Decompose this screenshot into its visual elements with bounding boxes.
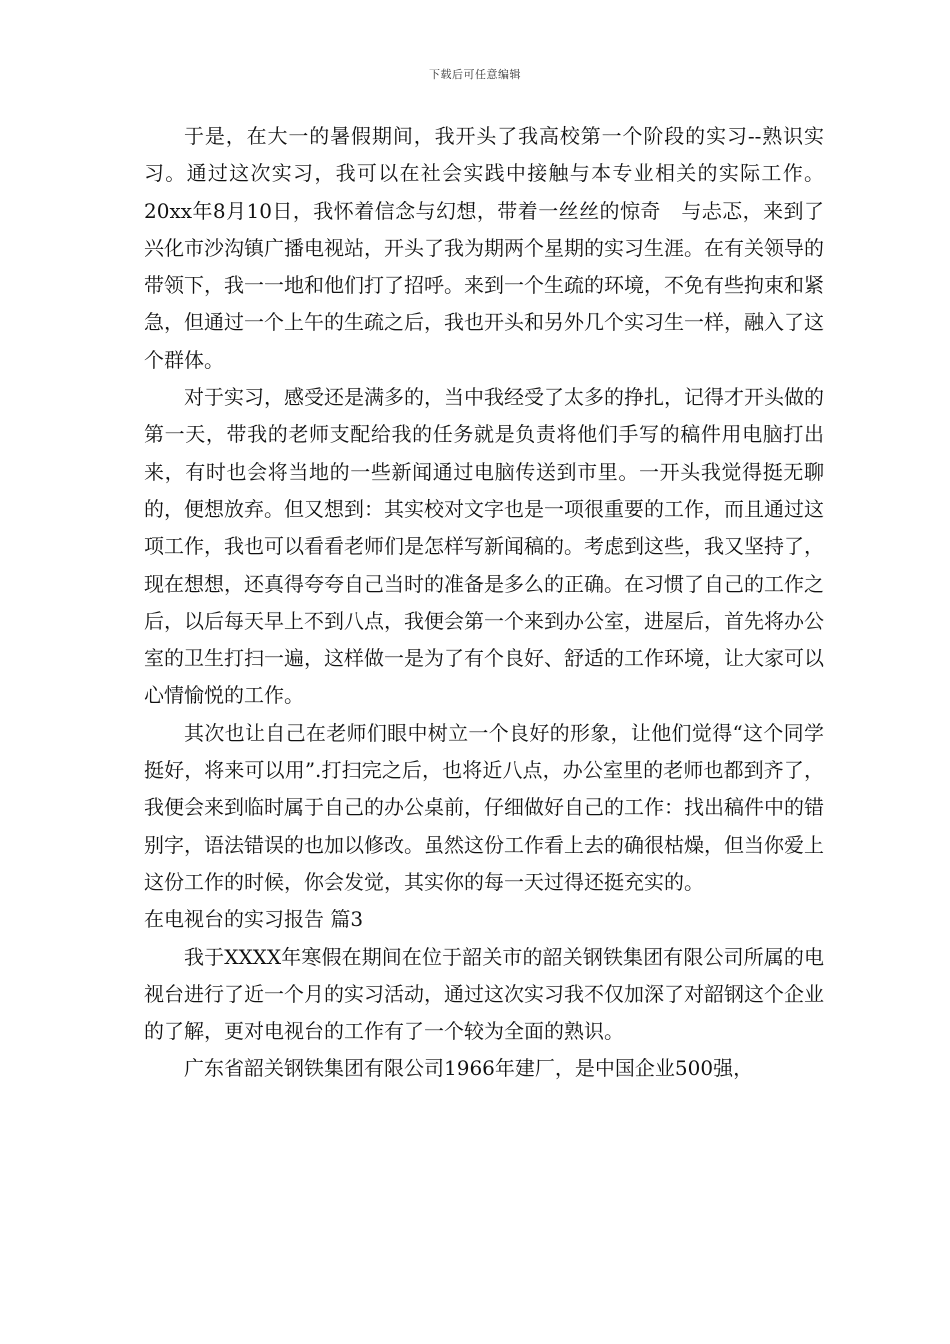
paragraph: 广东省韶关钢铁集团有限公司1966年建厂，是中国企业500强，: [184, 1056, 754, 1081]
paragraph: 我于XXXX年寒假在期间在位于韶关市的韶关钢铁集团有限公司所属的电视台进行了近一个月的实习活动，通过这次实习我不仅加深了对韶钢这个企业的了解，更对电视台的工作有了一个较为全面的熟识。: [144, 944, 824, 1044]
section-heading: 在电视台的实习报告 篇3: [144, 907, 364, 932]
header-note: 下载后可任意编辑: [429, 68, 521, 81]
paragraph: 对于实习，感受还是满多的，当中我经受了太多的挣扎，记得才开头做的第一天，带我的老师支配给我的任务就是负责将他们手写的稿件用电脑打出来，有时也会将当地的一些新闻通过电脑传送到市里。一开头我觉得挺无聊的，便想放弃。但又想到：其实校对文字也是一项很重要的工作，而且通过这项工作，我也可以看看老师们是怎样写新闻稿的。考虑到这些，我又坚持了，现在想想，还真得夸夸自己当时的准备是多么的正确。在习惯了自己的工作之后，以后每天早上不到八点，我便会第一个来到办公室，进屋后，首先将办公室的卫生打扫一遍，这样做一是为了有个良好、舒适的工作环境，让大家可以心情愉悦的工作。: [144, 385, 824, 708]
paragraph: 于是，在大一的暑假期间，我开头了我高校第一个阶段的实习--熟识实习。通过这次实习，我可以在社会实践中接触与本专业相关的实际工作。20xx年8月10日，我怀着信念与幻想，带着一丝丝的惊奇 与忐忑，来到了兴化市沙沟镇广播电视站，开头了我为期两个星期的实习生涯。在有关领导的带领下，我一一地和他们打了招呼。来到一个生疏的环境，不免有些拘束和紧急，但通过一个上午的生疏之后，我也开头和另外几个实习生一样，融入了这个群体。: [144, 124, 824, 372]
document-body: [144, 118, 824, 1088]
paragraph: 其次也让自己在老师们眼中树立一个良好的形象，让他们觉得“这个同学挺好，将来可以用”.打扫完之后，也将近八点，办公室里的老师也都到齐了，我便会来到临时属于自己的办公桌前，仔细做好自己的工作：找出稿件中的错别字，语法错误的也加以修改。虽然这份工作看上去的确很枯燥，但当你爱上这份工作的时候，你会发觉，其实你的每一天过得还挺充实的。: [144, 720, 824, 894]
